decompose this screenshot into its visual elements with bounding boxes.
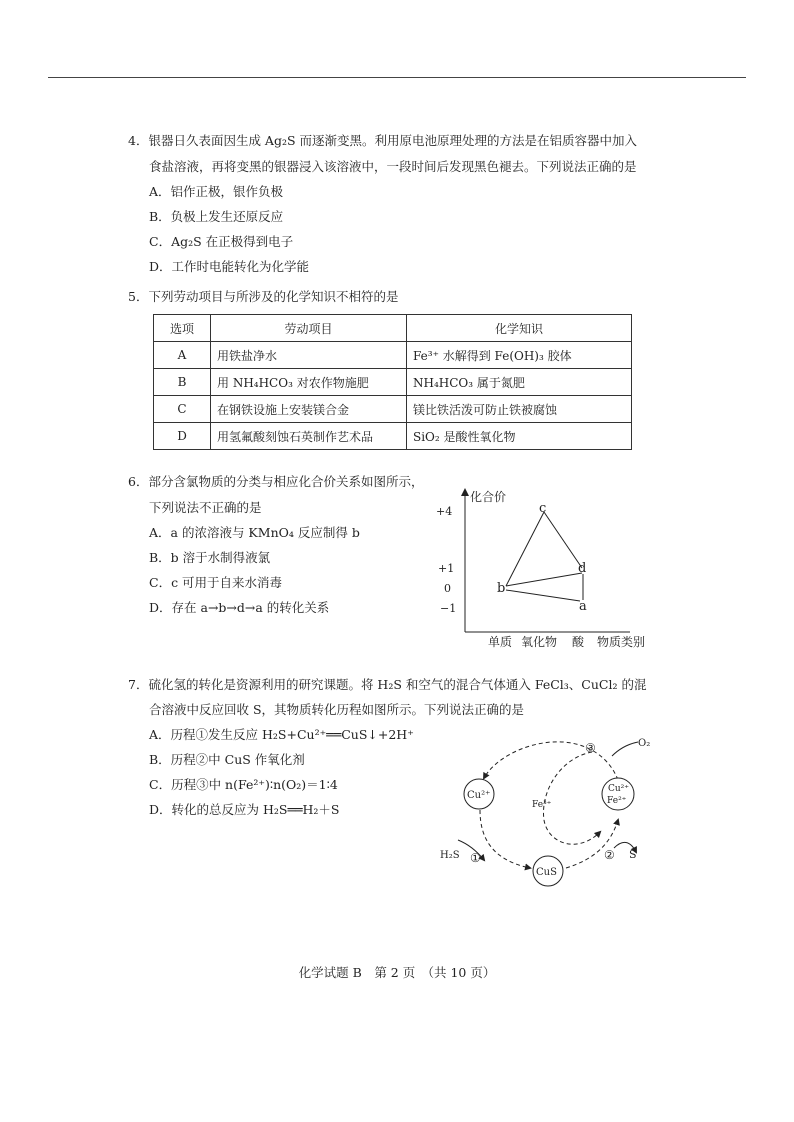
edge-b-a — [506, 590, 580, 601]
q4-stem-line1: 4．银器日久表面因生成 Ag₂S 而逐渐变黑。利用原电池原理处理的方法是在铝质容器中加入 — [128, 133, 638, 148]
cu2-label: Cu²⁺ — [467, 790, 491, 801]
cus-label: CuS — [536, 867, 557, 878]
row-key: B — [154, 369, 211, 396]
col-header-knowledge: 化学知识 — [407, 315, 632, 342]
q6-option-a: A．a 的浓溶液与 KMnO₄ 反应制得 b — [149, 525, 360, 540]
header-rule — [48, 77, 746, 78]
cu2-label-right: Cu²⁺ — [608, 784, 630, 794]
y-tick-label: +1 — [438, 562, 455, 575]
o2-arrow — [612, 742, 638, 756]
x-tick-label: 氧化物 — [521, 635, 558, 649]
q4-option-c: C．Ag₂S 在正极得到电子 — [149, 234, 294, 249]
row-knowledge: 镁比铁活泼可防止铁被腐蚀 — [407, 396, 632, 423]
row-key: A — [154, 342, 211, 369]
s-label: S — [629, 848, 637, 861]
point-c: c — [539, 501, 547, 516]
row-key: D — [154, 423, 211, 450]
x-tick-label: 单质 — [488, 635, 513, 649]
table-row — [154, 342, 632, 369]
q7-option-b: B．历程②中 CuS 作氧化剂 — [149, 752, 305, 767]
edge-c-d — [544, 512, 582, 568]
row-labor: 用氢氟酸刻蚀石英制作艺术品 — [211, 423, 407, 450]
table-row — [154, 423, 632, 450]
col-header-labor: 劳动项目 — [211, 315, 407, 342]
path-fe3-cycle — [543, 752, 600, 844]
row-key: C — [154, 396, 211, 423]
edge-b-c — [506, 512, 544, 586]
y-axis-label: 化合价 — [470, 490, 507, 504]
y-tick-label: +4 — [436, 505, 453, 518]
edge-b-d — [506, 573, 582, 586]
o2-label: O₂ — [638, 738, 651, 749]
q7-stem-line1: 7．硫化氢的转化是资源利用的研究课题。将 H₂S 和空气的混合气体通入 FeCl₃、CuCl₂ 的混 — [128, 677, 647, 692]
point-a: a — [579, 599, 587, 614]
q6-option-d: D．存在 a→b→d→a 的转化关系 — [149, 600, 330, 615]
step1-marker: ① — [470, 851, 481, 865]
row-knowledge: Fe³⁺ 水解得到 Fe(OH)₃ 胶体 — [407, 342, 632, 369]
q4-option-d: D．工作时电能转化为化学能 — [149, 259, 310, 274]
row-labor: 用铁盐净水 — [211, 342, 407, 369]
q4-stem-line2: 食盐溶液，再将变黑的银器浸入该溶液中，一段时间后发现黑色褪去。下列说法正确的是 — [149, 159, 637, 174]
table-row — [154, 369, 632, 396]
path-cufe-to-cu2 — [484, 742, 618, 780]
page-footer: 化学试题 B 第 2 页 （共 10 页） — [298, 965, 496, 980]
q6-valence-diagram — [430, 484, 670, 654]
q7-stem-line2: 合溶液中反应回收 S，其物质转化历程如图所示。下列说法正确的是 — [149, 702, 525, 717]
row-labor: 在钢铁设施上安装镁合金 — [211, 396, 407, 423]
y-tick-label: −1 — [440, 602, 457, 615]
row-knowledge: SiO₂ 是酸性氧化物 — [407, 423, 632, 450]
row-knowledge: NH₄HCO₃ 属于氮肥 — [407, 369, 632, 396]
q5-table — [153, 314, 632, 450]
q7-option-c: C．历程③中 n(Fe²⁺)∶n(O₂)＝1∶4 — [149, 777, 338, 792]
col-header-option: 选项 — [154, 315, 211, 342]
row-labor: 用 NH₄HCO₃ 对农作物施肥 — [211, 369, 407, 396]
x-axis-label: 物质类别 — [597, 635, 646, 649]
q4-option-a: A．铝作正极，银作负极 — [149, 184, 284, 199]
q7-option-d: D．转化的总反应为 H₂S══H₂＋S — [149, 802, 340, 817]
q6-option-c: C．c 可用于自来水消毒 — [149, 575, 283, 590]
fe3-label: Fe³⁺ — [532, 800, 552, 810]
q4-option-b: B．负极上发生还原反应 — [149, 209, 284, 224]
path-cu2-to-cus — [480, 810, 530, 868]
q6-stem2: 下列说法不正确的是 — [149, 500, 262, 515]
point-d: d — [578, 561, 587, 576]
step3-marker: ③ — [585, 741, 596, 755]
y-tick-label: 0 — [444, 582, 451, 595]
x-tick-label: 酸 — [572, 635, 585, 649]
step2-marker: ② — [604, 848, 615, 862]
h2s-label: H₂S — [440, 850, 460, 861]
fe2-label-right: Fe²⁺ — [607, 796, 627, 806]
q5-stem: 5．下列劳动项目与所涉及的化学知识不相符的是 — [128, 289, 399, 304]
table-row — [154, 396, 632, 423]
q6-stem: 6．部分含氯物质的分类与相应化合价关系如图所示， — [128, 474, 424, 489]
point-b: b — [497, 581, 506, 596]
q7-cycle-diagram — [432, 728, 662, 898]
table-header-row — [154, 315, 632, 342]
q7-option-a: A．历程①发生反应 H₂S+Cu²⁺══CuS↓+2H⁺ — [149, 727, 414, 742]
q6-option-b: B．b 溶于水制得液氯 — [149, 550, 271, 565]
